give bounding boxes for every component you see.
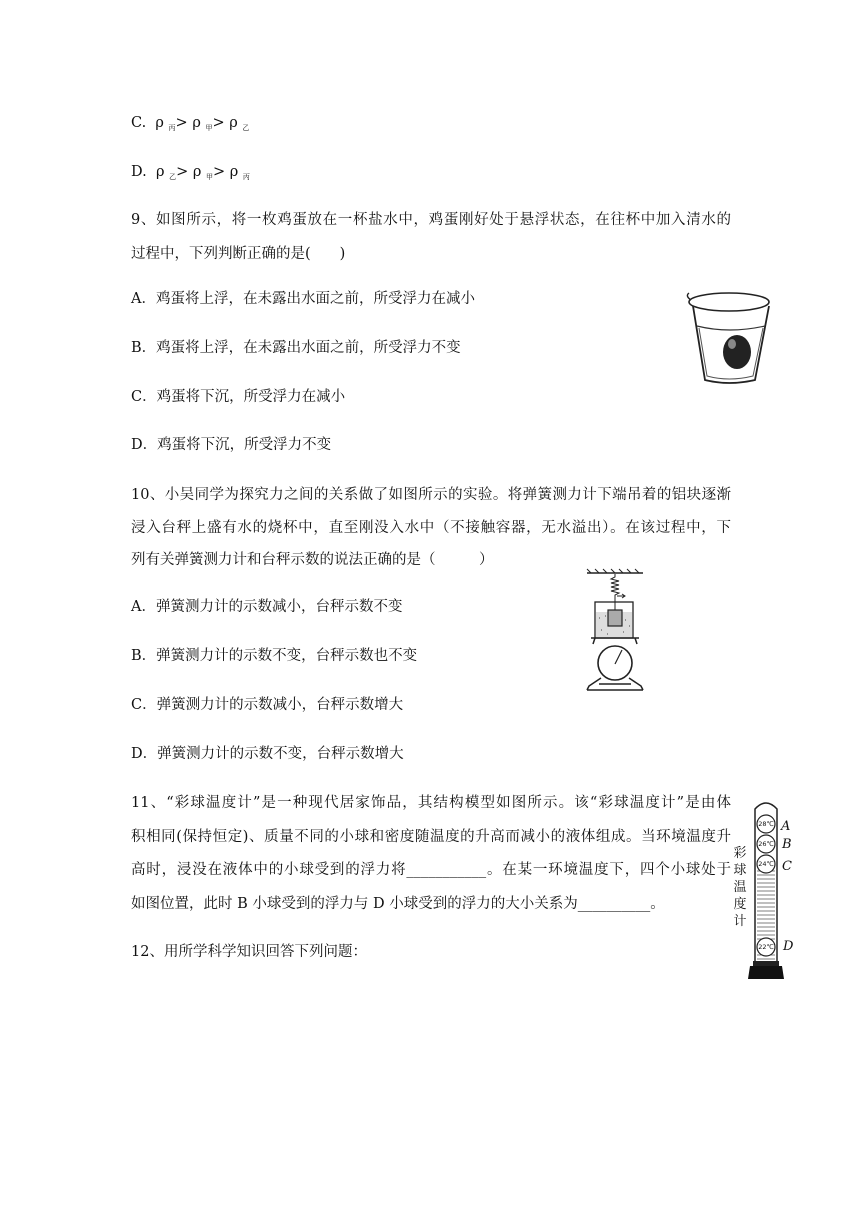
- q8-option-d: [131, 162, 250, 187]
- ball-b-label: 26℃: [758, 840, 774, 848]
- caption-char-2: 球: [733, 863, 747, 878]
- option-letter: D.: [131, 164, 147, 180]
- q8-option-c: [131, 113, 249, 138]
- rho-symbol: ρ: [229, 115, 238, 131]
- gt-sign: >: [176, 164, 189, 180]
- rho-symbol: ρ: [155, 115, 164, 131]
- beaker-egg-figure: [683, 288, 775, 388]
- beaker-rim: [689, 293, 769, 311]
- q12-stem: 12、用所学科学知识回答下列问题：: [131, 944, 367, 960]
- subscript: 乙: [169, 173, 177, 181]
- q10-stem-line2: 浸入台秤上盛有水的烧杯中，直至刚没入水中（不接触容器，无水溢出）。在该过程中，下: [131, 520, 731, 536]
- q10-option-c: C．弹簧测力计的示数减小，台秤示数增大: [131, 697, 404, 713]
- ball-a-label: 28℃: [758, 820, 774, 828]
- tube-cap: [753, 961, 779, 966]
- gt-sign: >: [212, 164, 226, 180]
- egg: [723, 335, 751, 369]
- small-arrow: [617, 594, 625, 598]
- gt-sign: >: [175, 115, 188, 131]
- q9-option-d: D．鸡蛋将下沉，所受浮力不变: [131, 437, 332, 453]
- q10-option-a: A．弹簧测力计的示数减小，台秤示数不变: [131, 599, 403, 615]
- q10-option-d: D．弹簧测力计的示数不变，台秤示数增大: [131, 746, 404, 762]
- option-letter: C.: [131, 115, 147, 131]
- caption-char-5: 计: [733, 914, 747, 929]
- egg-highlight: [728, 339, 736, 349]
- caption-char-1: 彩: [733, 846, 747, 861]
- letter-b: B: [782, 837, 792, 852]
- caption-char-3: 温: [733, 880, 747, 895]
- q11-stem-line1: 11、“彩球温度计”是一种现代居家饰品，其结构模型如图所示。该“彩球温度计”是由体: [131, 795, 731, 811]
- q9-option-b: B．鸡蛋将上浮，在未露出水面之前，所受浮力不变: [131, 340, 461, 356]
- subscript: 甲: [205, 173, 213, 181]
- q9-stem-line2: 过程中，下列判断正确的是( ): [131, 246, 346, 262]
- ball-thermometer-figure: [724, 795, 800, 981]
- q11-stem-line2: 积相同(保持恒定)、质量不同的小球和密度随温度的升高而减小的液体组成。当环境温度升: [131, 829, 731, 845]
- subscript: 丙: [168, 124, 176, 132]
- subscript: 甲: [205, 124, 213, 132]
- rho-symbol: ρ: [155, 164, 165, 180]
- q9-option-c: C．鸡蛋将下沉，所受浮力在减小: [131, 389, 346, 405]
- spring-scale-figure: [585, 568, 647, 692]
- rho-symbol: ρ: [192, 164, 202, 180]
- aluminum-block: [608, 610, 622, 626]
- water-surface: [697, 326, 765, 330]
- q9-stem-line1: 9、如图所示，将一枚鸡蛋放在一杯盐水中，鸡蛋刚好处于悬浮状态，在往杯中加入清水的: [131, 212, 731, 228]
- letter-a: A: [781, 819, 791, 834]
- q9-option-a: A．鸡蛋将上浮，在未露出水面之前，所受浮力在减小: [131, 291, 475, 307]
- subscript: 乙: [242, 124, 250, 132]
- gt-sign: >: [212, 115, 225, 131]
- q11-stem-line4: 如图位置，此时 B 小球受到的浮力与 D 小球受到的浮力的大小关系为__________。: [131, 896, 665, 912]
- q10-stem-line3: 列有关弹簧测力计和台秤示数的说法正确的是（ ）: [131, 552, 494, 568]
- q10-option-b: B．弹簧测力计的示数不变，台秤示数也不变: [131, 648, 418, 664]
- tube-base: [748, 966, 784, 979]
- ball-c-label: 24℃: [758, 860, 774, 868]
- subscript: 丙: [242, 173, 250, 181]
- rho-symbol: ρ: [229, 164, 239, 180]
- letter-c: C: [782, 859, 792, 874]
- q11-stem-line3: 高时，浸没在液体中的小球受到的浮力将___________。在某一环境温度下，四个小球处于: [131, 862, 731, 878]
- ball-d-label: 22℃: [758, 943, 774, 951]
- caption-char-4: 度: [733, 897, 747, 912]
- beaker-feet: [591, 638, 639, 644]
- q10-stem-line1: 10、小吴同学为探究力之间的关系做了如图所示的实验。将弹簧测力计下端吊着的铝块逐渐: [131, 487, 731, 503]
- letter-d: D: [783, 939, 794, 954]
- rho-symbol: ρ: [192, 115, 201, 131]
- beaker-spout: [687, 293, 691, 300]
